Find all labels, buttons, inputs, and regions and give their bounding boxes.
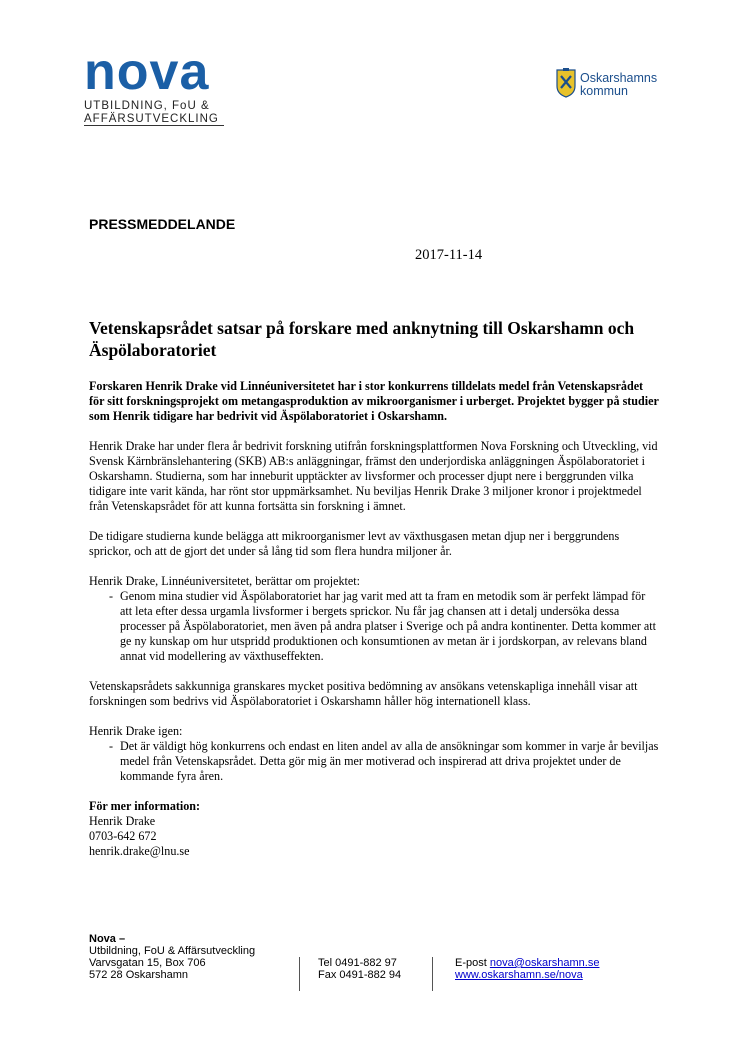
footer-web-link[interactable]: www.oskarshamn.se/nova [455,969,583,981]
footer-email-line [455,957,599,969]
footer-address-line-2: 572 28 Oskarshamn [89,969,189,981]
page-title: Vetenskapsrådet satsar på forskare med anknytning till Oskarshamn och Äspölaboratoriet [89,318,635,360]
footer-org-sub: Utbildning, FoU & Affärsutveckling [89,945,256,957]
paragraph-2: De tidigare studierna kunde belägga att mikroorganismer levt av växthusgasen metan djup ner i berggrundens sprickor, och att de gjort det under så lång tid som flera hundra miljoner år. [89,529,620,558]
nova-tagline-line-1: UTBILDNING, FoU & [84,100,210,112]
nova-tagline [84,100,219,126]
nova-logo-rule [84,125,224,126]
dash-bullet-1: - [109,589,114,603]
quote-2-text: Det är väldigt hög konkurrens och endast en liten andel av alla de ansökningar som kommer in varje år beviljas medel från Vetenskapsrådet. Detta gör mig än mer motiverad och inspirerad att driva projektet under de kommande fyra åren. [120,739,659,783]
document-type-label: PRESSMEDDELANDE [89,216,236,232]
footer-address-line-1: Varvsgatan 15, Box 706 [89,957,206,969]
kommun-name-line-2: kommun [580,84,628,98]
press-release-body [89,379,659,859]
quote-1-intro: Henrik Drake, Linnéuniversitetet, berättar om projektet: [89,574,360,588]
footer-phone [318,957,401,981]
quote-2-intro: Henrik Drake igen: [89,724,183,738]
footer-divider-1 [299,957,300,991]
quote-1-item [89,589,659,664]
quote-1-text: Genom mina studier vid Äspölaboratoriet har jag varit med att ta fram en metodik som är perfekt lämpad för att leta efter dessa urgamla livsformer i bergets sprickor. Nu får jag chansen att i detalj undersöka dessa processer på Äspölaboratoriet, men även på andra platser i Sverige och på andra kontinenter. Detta kommer att ge ny kunskap om hur utspridd produktionen och konsumtionen av metan är i jordskorpan, av relevans bland annat vid modellering av växthuseffekten. [120,589,656,663]
quote-2-item [89,739,659,784]
paragraph-3: Vetenskapsrådets sakkunniga granskares mycket positiva bedömning av ansökans vetenskapliga innehåll visar att forskningen som bedrivs vid Äspölaboratoriet i Oskarshamn håller hög internationell klass. [89,679,638,708]
contact-email[interactable]: henrik.drake@lnu.se [89,844,190,858]
contact-info [89,799,659,859]
contact-heading: För mer information: [89,799,201,813]
paragraph-1: Henrik Drake har under flera år bedrivit forskning utifrån forskningsplattformen Nova Forskning och Utveckling, vid Svensk Kärnbränslehantering (SKB) AB:s anläggningar, främst den underjordiska anläggningen Äspölaboratoriet i Oskarshamn. Studierna, som har inneburit upptäckter av livsformer och processer djupt nere i berggrunden vilka tidigare inte varit kända, har rönt stor uppmärksamhet. Nu beviljas Henrik Drake 3 miljoner kronor i projektmedel från Vetenskapsrådet för att kunna fortsätta sin forskning i ämnet. [89,439,658,513]
oskarshamn-crest-icon [555,68,577,98]
document-date: 2017-11-14 [415,247,483,263]
footer-tel: Tel 0491-882 97 [318,957,397,969]
quote-block-1 [89,574,659,664]
kommun-name-line-1: Oskarshamns [580,71,658,85]
quote-block-2 [89,724,659,784]
footer-fax: Fax 0491-882 94 [318,969,402,981]
footer-web [455,957,599,981]
footer-address [89,933,255,981]
footer-divider-2 [432,957,433,991]
contact-phone: 0703-642 672 [89,829,157,843]
footer-email-link[interactable]: nova@oskarshamn.se [489,957,600,969]
lead-paragraph: Forskaren Henrik Drake vid Linnéuniversitetet har i stor konkurrens tilldelats medel från Vetenskapsrådet för sitt forskningsprojekt om metangasproduktion av mikroorganismer i urberget. Projektet bygger på studier som Henrik tidigare har bedrivit vid Äspölaboratoriet i Oskarshamn. [89,379,659,423]
oskarshamn-kommun-logo [580,72,657,98]
contact-name: Henrik Drake [89,814,156,828]
footer-org: Nova – [89,933,126,945]
nova-tagline-line-2: AFFÄRSUTVECKLING [84,113,219,125]
footer-email-label: E-post [455,957,490,969]
dash-bullet-2: - [109,739,114,753]
nova-logo: nova [84,43,210,101]
